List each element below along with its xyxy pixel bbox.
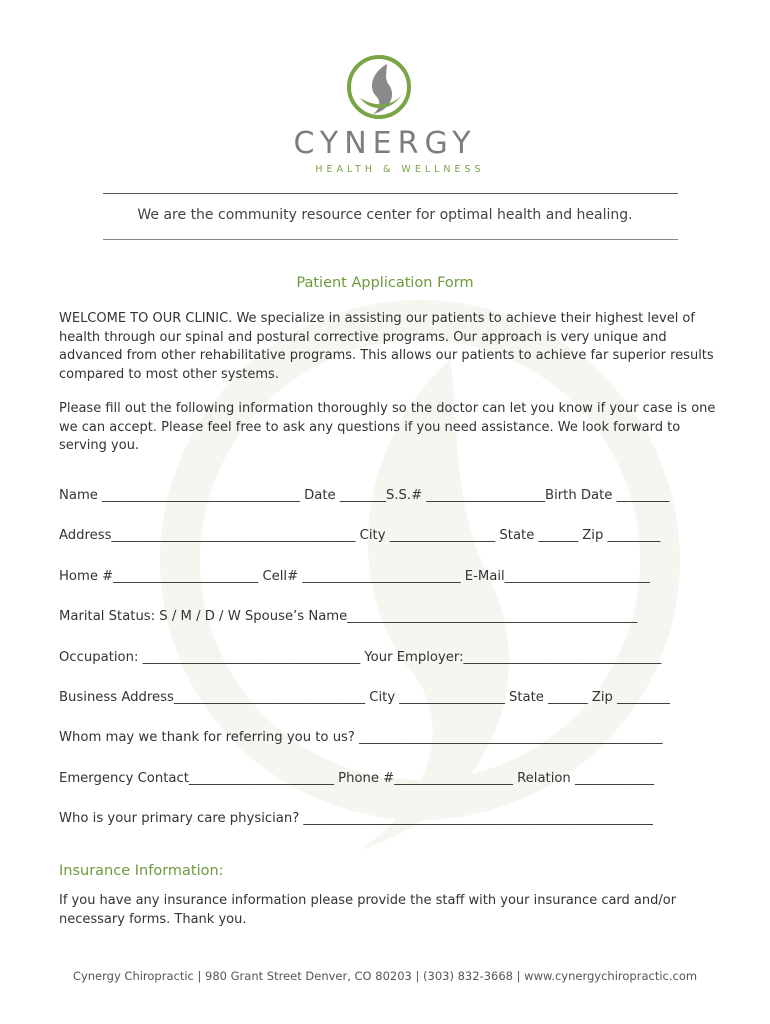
- referral-row[interactable]: Whom may we thank for referring you to us? ______________________________________________: [59, 730, 663, 745]
- brand-name: CYNERGY: [293, 126, 477, 161]
- primary-care-physician-row[interactable]: Who is your primary care physician? _____________________________________________________: [59, 811, 653, 826]
- insurance-paragraph: If you have any insurance information please provide the staff with your insurance card and/or necessary forms. Thank you.: [59, 893, 677, 927]
- insurance-title: Insurance Information:: [59, 863, 224, 879]
- form-title: Patient Application Form: [296, 275, 474, 291]
- leaf-hand-circle-icon: [346, 54, 412, 120]
- emergency-contact-row[interactable]: Emergency Contact______________________ Phone #__________________ Relation ____________: [59, 771, 655, 786]
- footer-contact: Cynergy Chiropractic | 980 Grant Street Denver, CO 80203 | (303) 832-3668 | www.cynergychiropractic.com: [72, 969, 698, 983]
- home-cell-email-row[interactable]: Home #______________________ Cell# ________________________ E-Mail______________________: [59, 569, 650, 584]
- intro-paragraph: WELCOME TO OUR CLINIC. We specialize in assisting our patients to achieve their highest level of health through our spinal and postural corrective programs. Our approach is very unique and advanced from other rehabilitative programs. This allows our patients to achieve far superior results compared to most other systems.: [59, 311, 714, 382]
- address-city-state-zip-row[interactable]: Address_____________________________________ City ________________ State ______ Zip ________: [59, 528, 661, 543]
- top-divider: [103, 193, 678, 194]
- tagline: We are the community resource center for optimal health and healing.: [137, 207, 633, 223]
- occupation-employer-row[interactable]: Occupation: _________________________________ Your Employer:______________________________: [59, 650, 662, 665]
- brand-subtitle: HEALTH & WELLNESS: [315, 164, 485, 175]
- instructions-paragraph: Please fill out the following information thoroughly so the doctor can let you know if your case is one we can accept. Please feel free to ask any questions if you need assistance. We look forward to serving you.: [59, 401, 716, 453]
- name-date-ssn-birthdate-row[interactable]: Name ______________________________ Date _______S.S.# __________________Birth Date ________: [59, 488, 670, 503]
- marital-status-spouse-row[interactable]: Marital Status: S / M / D / W Spouse’s Name____________________________________________: [59, 609, 638, 624]
- business-address-row[interactable]: Business Address_____________________________ City ________________ State ______ Zip ________: [59, 690, 670, 705]
- bottom-divider: [103, 239, 678, 240]
